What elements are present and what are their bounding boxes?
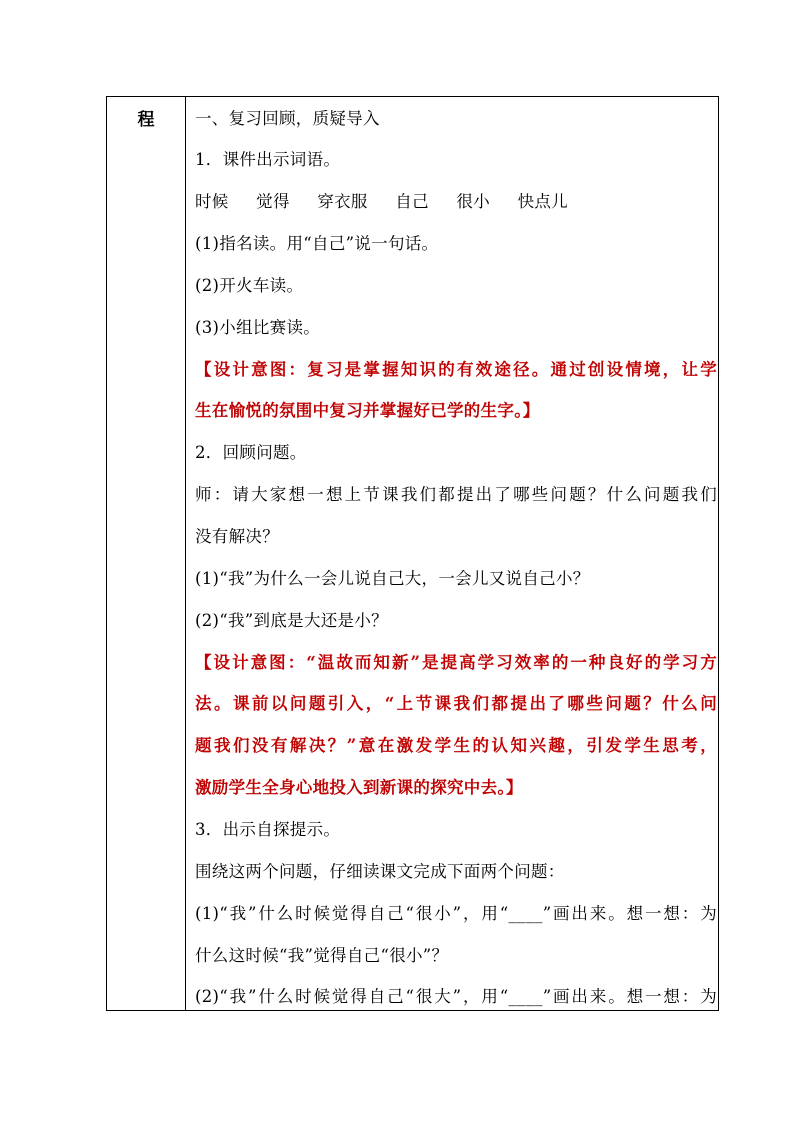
paragraph-line: (3)小组比赛读。: [195, 318, 321, 337]
paragraph-line: 没有解决？: [195, 527, 279, 546]
paragraph-line: (1)指名读。用“自己”说一句话。: [195, 234, 439, 253]
design-intent-line: 【设计意图：“温故而知新”是提高学习效率的一种良好的学习方: [195, 653, 717, 672]
paragraph-line: 围绕这两个问题，仔细读课文完成下面两个问题：: [195, 862, 565, 881]
lesson-table: [106, 96, 719, 1011]
word-list: [195, 190, 717, 214]
design-intent-line: 法。课前以问题引入，“上节课我们都提出了哪些问题？什么问: [195, 694, 717, 713]
design-intent-line: 题我们没有解决？”意在激发学生的认知兴趣，引发学生思考，: [195, 736, 717, 755]
step-heading: 3．出示自探提示。: [195, 820, 341, 839]
column-divider: [185, 97, 186, 1010]
design-intent-line: 生在愉悦的氛围中复习并掌握好已学的生字。】: [195, 401, 540, 420]
word-item: 快点儿: [517, 192, 568, 211]
word-item: 自己: [395, 192, 429, 211]
paragraph-line: (2)“我”什么时候觉得自己“很大”，用“____”画出来。想一想：为: [195, 987, 717, 1006]
paragraph-line: (1)“我”什么时候觉得自己“很小”，用“____”画出来。想一想：为: [195, 904, 717, 923]
paragraph-line: (2)“我”到底是大还是小？: [195, 611, 388, 630]
step-heading: 1．课件出示词语。: [195, 150, 341, 169]
paragraph-line: (1)“我”为什么一会儿说自己大，一会儿又说自己小？: [195, 569, 590, 588]
word-item: 很小: [456, 192, 491, 211]
word-item: 觉得: [256, 192, 290, 211]
paragraph-line: (2)开火车读。: [195, 276, 304, 295]
word-item: 穿衣服: [317, 192, 368, 211]
paragraph-line: 师：请大家想一想上节课我们都提出了哪些问题？什么问题我们: [195, 485, 717, 504]
design-intent-line: 激励学生全身心地投入到新课的探究中去。】: [195, 778, 523, 797]
paragraph-line: 什么这时候“我”觉得自己“很小”？: [195, 946, 449, 965]
step-heading: 2．回顾问题。: [195, 443, 307, 462]
row-label: 程: [137, 110, 155, 130]
design-intent-line: 【设计意图：复习是掌握知识的有效途径。通过创设情境，让学: [195, 360, 717, 379]
section-heading: 一、复习回顾，质疑导入: [195, 109, 380, 128]
word-item: 时候: [195, 192, 229, 211]
